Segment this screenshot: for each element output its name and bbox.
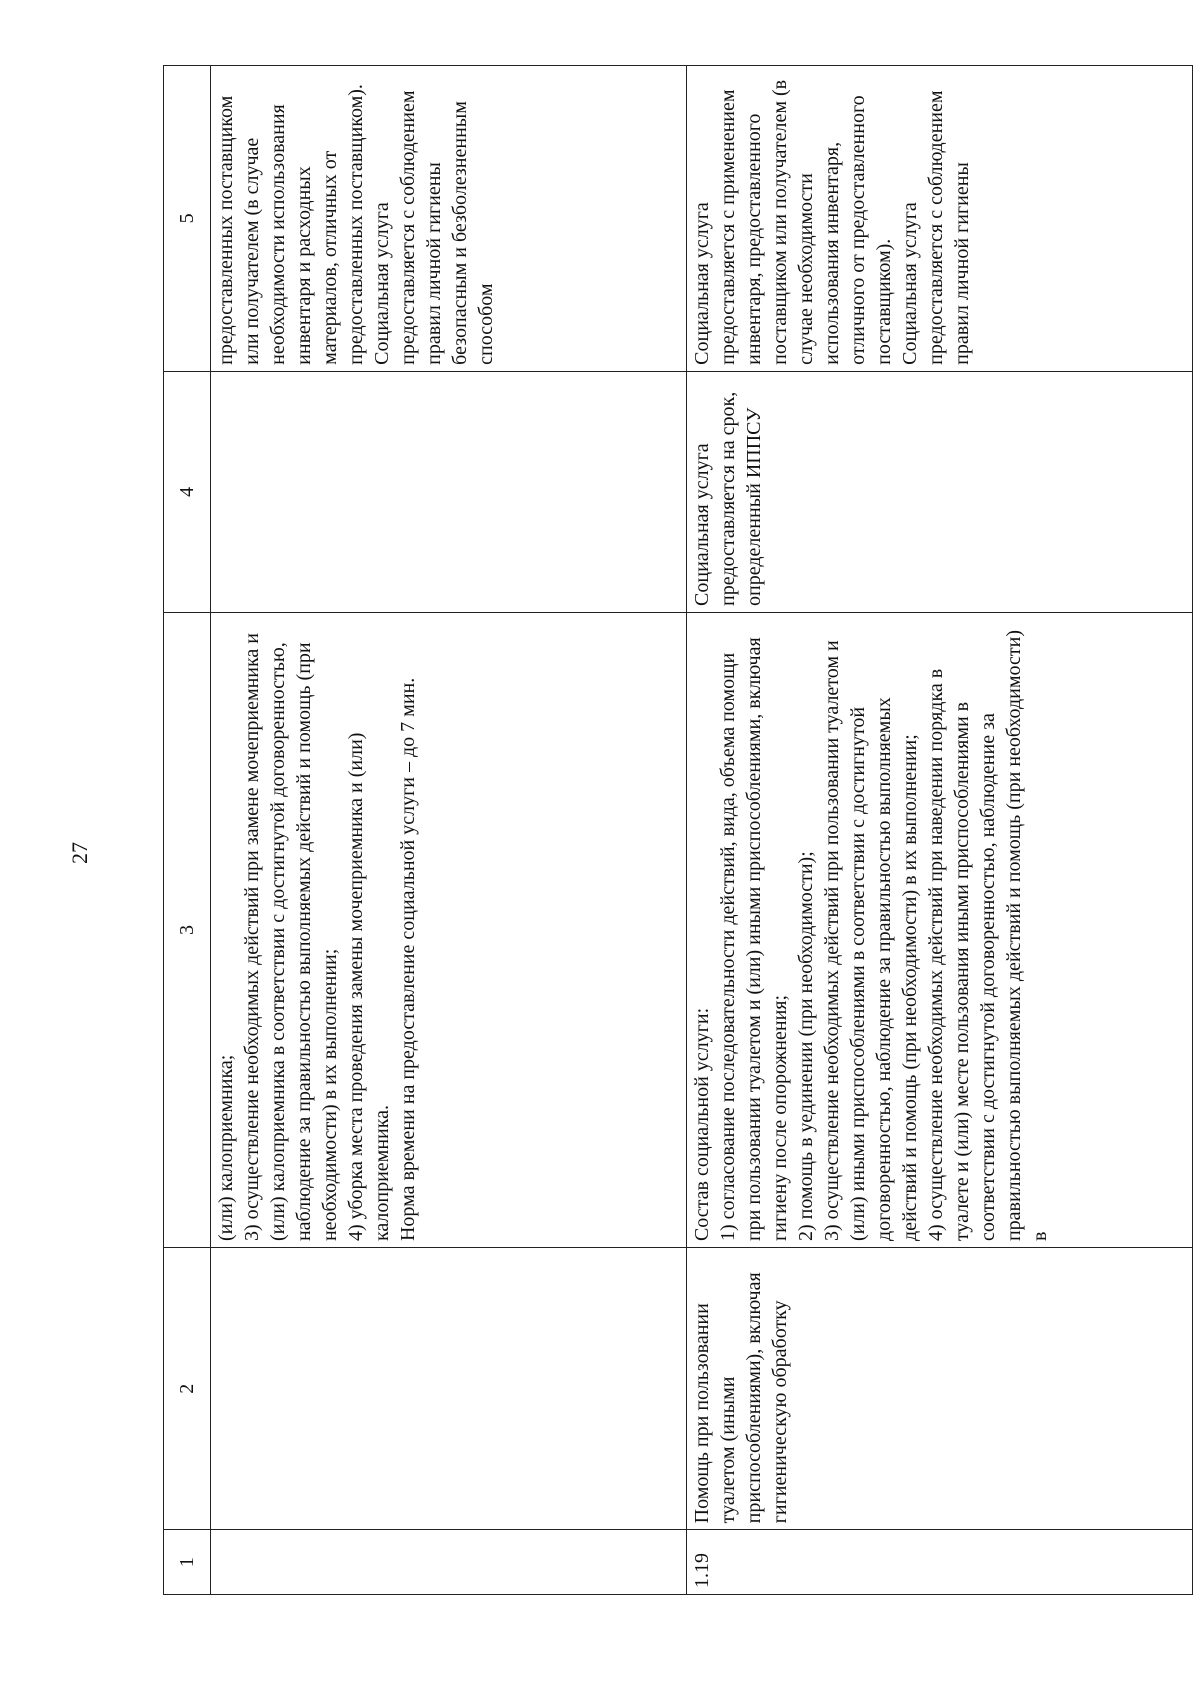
content-line: (или) калоприемника; [215, 1054, 237, 1242]
header-col-3: 3 [164, 612, 211, 1247]
content-line: 4) осуществление необходимых действий при наведении порядка в туалете и (или) месте пользования иными приспособлениями в соответствии с достигнутой договоренностью, наблюдение за правильностью выполняемых действий и помощь (при необходимости) в [924, 630, 1051, 1242]
conditions-line: предоставленных поставщиком или получателем (в случае необходимости использования инвентаря и расходных материалов, отличных от предоставленных поставщиком). [215, 84, 367, 365]
page-number: 27 [67, 842, 92, 864]
header-col-2: 2 [164, 1248, 211, 1530]
content-line: 3) осуществление необходимых действий при замене мочеприемника и (или) калоприемника в соответствии с достигнутой договоренностью, наблюдение за правильностью выполняемых действий и помощь (при необходимости) в их выполнении; [241, 633, 341, 1242]
conditions-line: Социальная услуга предоставляется с соблюдением правил личной гигиены безопасным и безболезненным способом [371, 90, 497, 365]
header-col-1: 1 [164, 1530, 211, 1595]
content-line: 2) помощь в уединении (при необходимости); [794, 851, 817, 1242]
service-conditions-cell [211, 66, 687, 372]
header-col-4: 4 [164, 371, 211, 612]
content-line: Норма времени на предоставление социальной услуги – до 7 мин. [397, 677, 419, 1242]
conditions-line: Социальная услуга предоставляется с соблюдением правил личной гигиены [898, 90, 973, 365]
service-content-cell [686, 612, 1192, 1247]
service-term-cell: Социальная услуга предоставляется на срок, определенный ИППСУ [686, 371, 1192, 612]
content-line: Состав социальной услуги: [690, 1007, 713, 1242]
service-content-cell [211, 612, 687, 1247]
table-row-1-19 [686, 66, 1192, 1595]
rotated-table-wrapper [163, 65, 1193, 1595]
service-name-cell: Помощь при пользовании туалетом (иными приспособлениями), включая гигиеническую обработку [686, 1248, 1192, 1530]
table-row-continuation [211, 66, 687, 1595]
services-table [163, 65, 1193, 1595]
content-line: 1) согласование последовательности действий, вида, объема помощи при пользовании туалетом и (или) иными приспособлениями, включая гигиену после опорожнения; [716, 637, 791, 1242]
content-line: 4) уборка места проведения замены мочеприемника и (или) калоприемника. [345, 732, 393, 1242]
service-name-cell [211, 1248, 687, 1530]
service-term-cell [211, 371, 687, 612]
row-number-cell: 1.19 [686, 1530, 1192, 1595]
header-row [164, 66, 211, 1595]
conditions-line: Социальная услуга предоставляется с применением инвентаря, предоставленного поставщиком или получателем (в случае необходимости использования инвентаря, отличного от предоставленного поставщиком). [690, 79, 895, 365]
row-number-cell [211, 1530, 687, 1595]
service-conditions-cell [686, 66, 1192, 372]
content-line: 3) осуществление необходимых действий при пользовании туалетом и (или) иными приспособлениями в соответствии с достигнутой договоренностью, наблюдение за правильностью выполняемых действий и помощь (при необходимости) в их выполнении; [820, 640, 921, 1242]
header-col-5: 5 [164, 66, 211, 372]
